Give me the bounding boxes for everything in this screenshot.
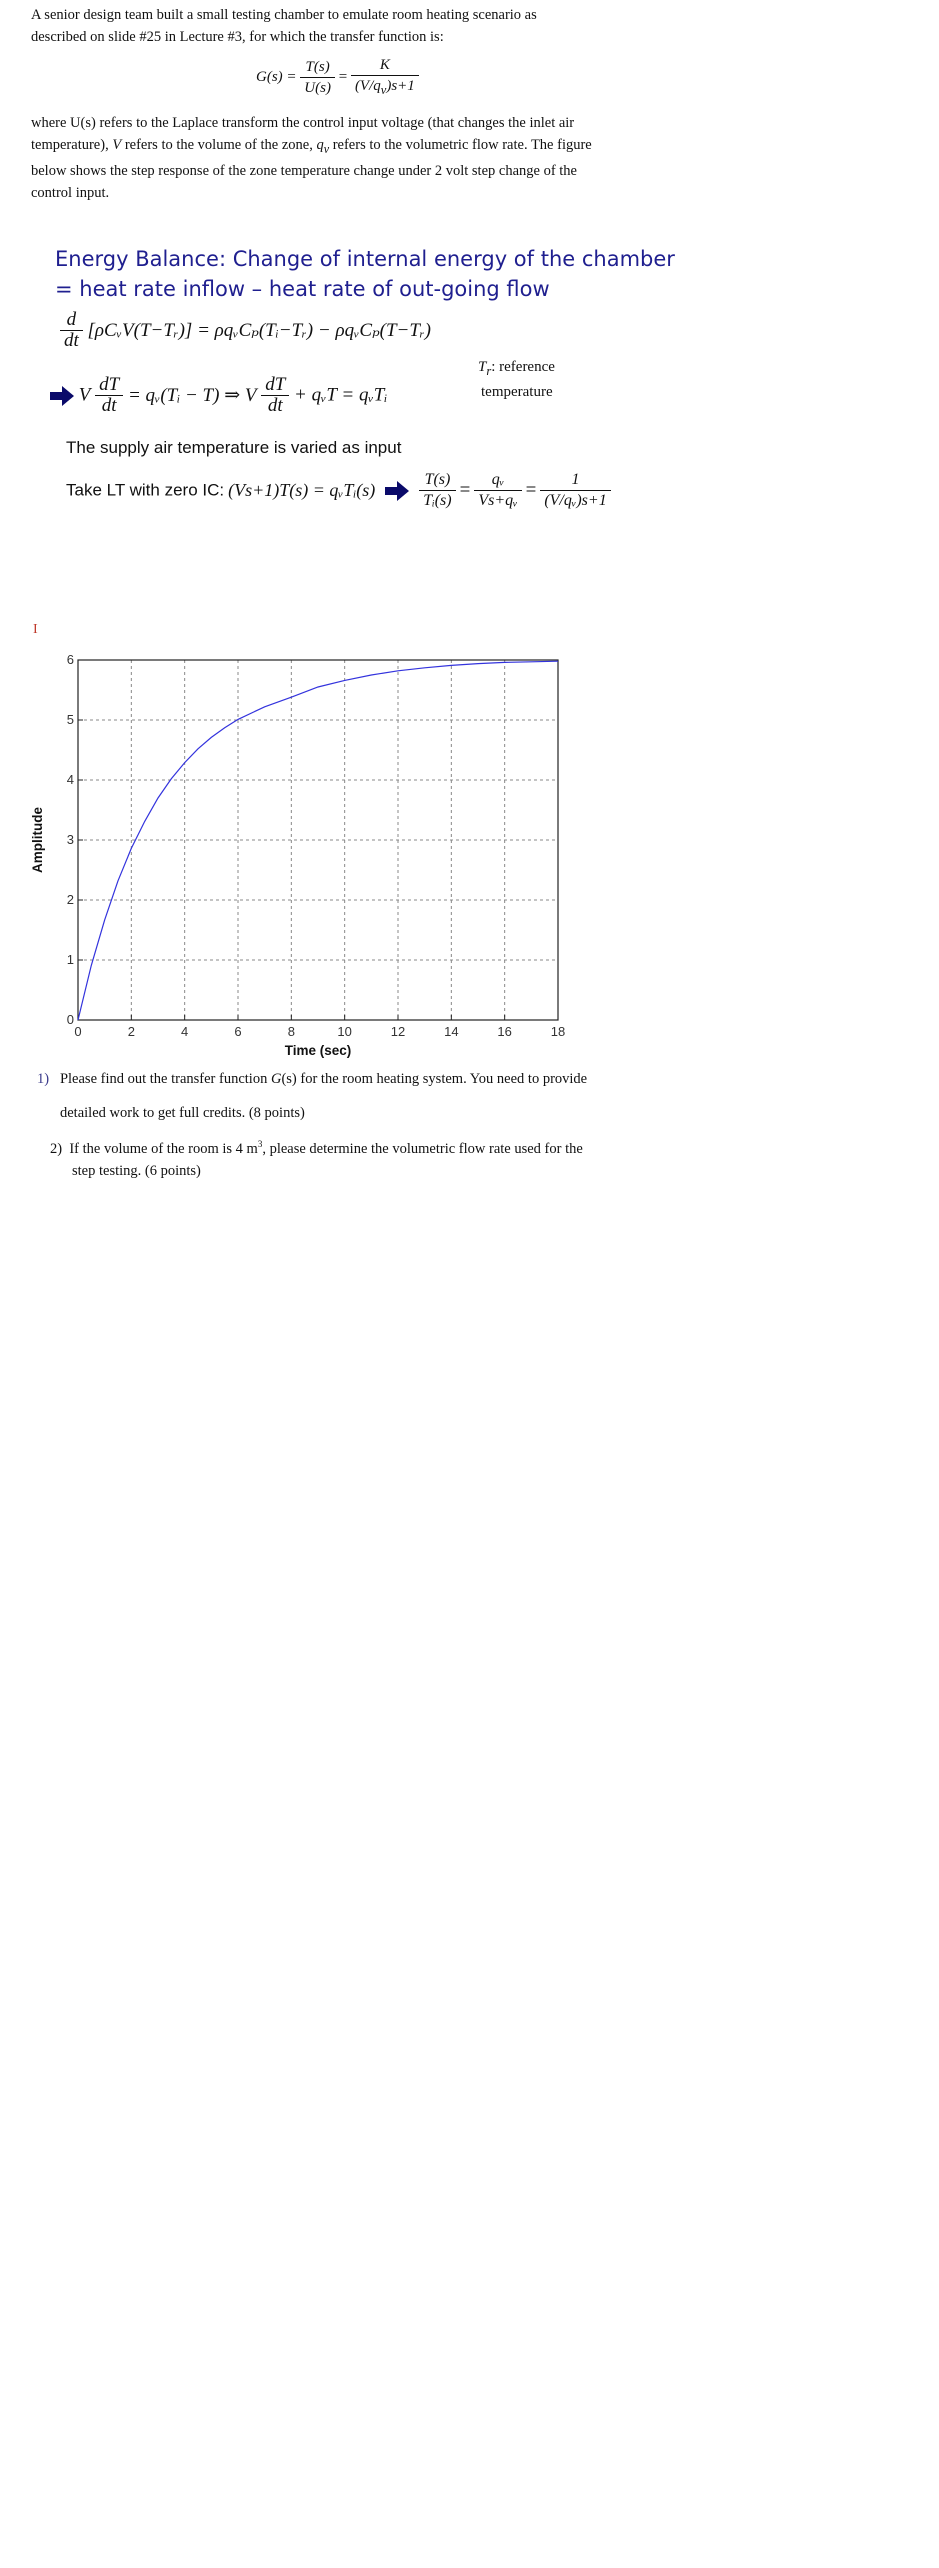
- q1-g: G: [270, 1071, 282, 1087]
- eq2-v: V: [78, 384, 91, 406]
- eq2-frac-1: [95, 375, 123, 416]
- implies-arrow-icon-2: [385, 481, 409, 501]
- tf-num-2: K: [351, 55, 419, 76]
- lt-frac-2: [474, 470, 521, 511]
- x-tick-label: 4: [181, 1024, 189, 1039]
- desc-line-1: where U(s) refers to the Laplace transform the control input voltage (that changes the inlet air: [31, 115, 575, 131]
- x-tick-label: 18: [550, 1024, 566, 1039]
- note-tr-sub: r: [486, 364, 492, 378]
- eq1-derivative: [60, 310, 83, 351]
- description-paragraph: [31, 112, 592, 204]
- lt-f3-num: 1: [540, 470, 610, 491]
- x-tick-label: 16: [497, 1024, 512, 1039]
- intro-line-2: described on slide #25 in Lecture #3, for which the transfer function is:: [31, 29, 444, 45]
- eq2-dt-2: dt: [267, 395, 283, 416]
- desc-var-q: q: [316, 137, 324, 153]
- tf-den-2: [351, 76, 419, 100]
- x-tick-label: 8: [287, 1024, 295, 1039]
- tf-den-1: U(s): [304, 80, 331, 96]
- q1-text-b: (s) for the room heating system. You need to provide: [281, 1071, 588, 1087]
- note-line-2: temperature: [481, 384, 553, 400]
- eq2-dT-1: dT: [95, 375, 123, 396]
- tf-lhs: G(s) =: [256, 69, 297, 85]
- x-tick-label: 10: [337, 1024, 352, 1039]
- intro-line-1: A senior design team built a small testing chamber to emulate room heating scenario as: [31, 7, 537, 23]
- tf-den-2-tail: )s+1: [386, 78, 415, 94]
- eq2-end: + qᵥT = qᵥTᵢ: [294, 384, 388, 406]
- q2-line-2: step testing. (6 points): [72, 1162, 201, 1179]
- implies-arrow-icon: [50, 386, 74, 406]
- lt-frac-1: [419, 470, 455, 511]
- tf-eq-sign: =: [338, 69, 348, 85]
- q1-number: 1): [37, 1071, 50, 1087]
- desc-line-2: [31, 134, 592, 160]
- question-1: [37, 1068, 587, 1124]
- note-tr: T: [478, 359, 487, 375]
- lt-f2-num: qᵥ: [474, 470, 521, 491]
- supply-air-text: The supply air temperature is varied as input: [66, 438, 402, 457]
- stray-mark: I: [33, 622, 38, 637]
- lt-f3-den: (V/qᵥ)s+1: [544, 492, 607, 509]
- x-tick-label: 0: [74, 1024, 82, 1039]
- question-2: [50, 1133, 583, 1182]
- tf-den-2-sub: v: [380, 83, 387, 97]
- note-line-1-text: : reference: [491, 359, 555, 375]
- q2-text-b: , please determine the volumetric flow rate used for the: [262, 1140, 583, 1157]
- step-response-line: [78, 661, 558, 1020]
- eq2-frac-2: [261, 375, 289, 416]
- lt-f1-num: T(s): [419, 470, 455, 491]
- y-tick-label: 3: [66, 832, 74, 847]
- ode-equation: [50, 375, 387, 416]
- slide-title-line-1: Energy Balance: Change of internal energy of the chamber: [55, 247, 675, 271]
- tf-num-1: T(s): [300, 57, 335, 78]
- desc-line-2-a: temperature),: [31, 137, 113, 153]
- lt-eq-sign-2: =: [525, 479, 537, 501]
- lt-eq-sign-1: =: [459, 479, 471, 501]
- desc-var-v: V: [112, 137, 122, 153]
- y-tick-label: 6: [66, 652, 74, 667]
- eq1-rhs: [ρCᵥV(T−Tᵣ)] = ρqᵥCₚ(Tᵢ−Tᵣ) − ρqᵥCₚ(T−Tᵣ): [87, 320, 431, 341]
- x-tick-label: 2: [127, 1024, 135, 1039]
- q2-number: 2): [50, 1140, 63, 1157]
- reference-temperature-note: [478, 357, 555, 403]
- transfer-function-equation: [256, 55, 419, 100]
- lt-frac-3: [540, 470, 610, 511]
- x-tick-label: 6: [234, 1024, 242, 1039]
- eq1-d: d: [66, 309, 77, 330]
- x-tick-label: 12: [390, 1024, 406, 1039]
- step-response-chart: [20, 650, 580, 1070]
- tf-fraction-1: [300, 57, 335, 98]
- desc-line-2-b: refers to the volume of the zone,: [121, 137, 317, 153]
- eq2-dt-1: dt: [101, 395, 117, 416]
- laplace-transform-line: [66, 470, 611, 511]
- lt-f1-den: Tᵢ(s): [423, 492, 452, 509]
- x-axis-label: Time (sec): [284, 1043, 352, 1058]
- q2-line-1: [50, 1133, 583, 1160]
- desc-line-4: control input.: [31, 184, 110, 201]
- slide-title-line-2: = heat rate inflow – heat rate of out-going flow: [55, 277, 550, 301]
- eq2-dT-2: dT: [261, 375, 289, 396]
- lt-label: Take LT with zero IC:: [66, 480, 225, 500]
- q1-line-1: [37, 1068, 587, 1090]
- q1-line-2: detailed work to get full credits. (8 points): [60, 1105, 305, 1121]
- y-tick-label: 1: [66, 952, 74, 967]
- y-tick-label: 5: [66, 712, 74, 727]
- q1-text-a: Please find out the transfer function: [59, 1071, 271, 1087]
- intro-paragraph: [31, 4, 537, 48]
- q2-text-a: If the volume of the room is 4 m: [69, 1140, 258, 1157]
- q2-sup: 3: [257, 1139, 263, 1149]
- lt-f2-den: Vs+qᵥ: [478, 492, 518, 509]
- y-tick-label: 4: [66, 772, 74, 787]
- y-tick-label: 2: [66, 892, 74, 907]
- y-axis-label: Amplitude: [30, 807, 45, 873]
- tf-fraction-2: [351, 55, 419, 100]
- x-tick-label: 14: [444, 1024, 459, 1039]
- desc-line-3: below shows the step response of the zone temperature change under 2 volt step change of the: [31, 162, 577, 179]
- lt-equation: (Vs+1)T(s) = qᵥTᵢ(s): [228, 480, 376, 500]
- tf-den-2-head: (V/q: [354, 78, 381, 94]
- y-tick-label: 0: [66, 1012, 74, 1027]
- desc-var-q-sub: v: [323, 141, 330, 156]
- slide-title: [55, 244, 675, 304]
- eq2-middle: = qᵥ(Tᵢ − T) ⇒ V: [127, 385, 257, 406]
- note-line-1: [478, 357, 555, 382]
- eq1-dt: dt: [60, 330, 83, 351]
- desc-line-2-c: refers to the volumetric flow rate. The figure: [329, 137, 592, 153]
- energy-balance-equation: [60, 310, 431, 351]
